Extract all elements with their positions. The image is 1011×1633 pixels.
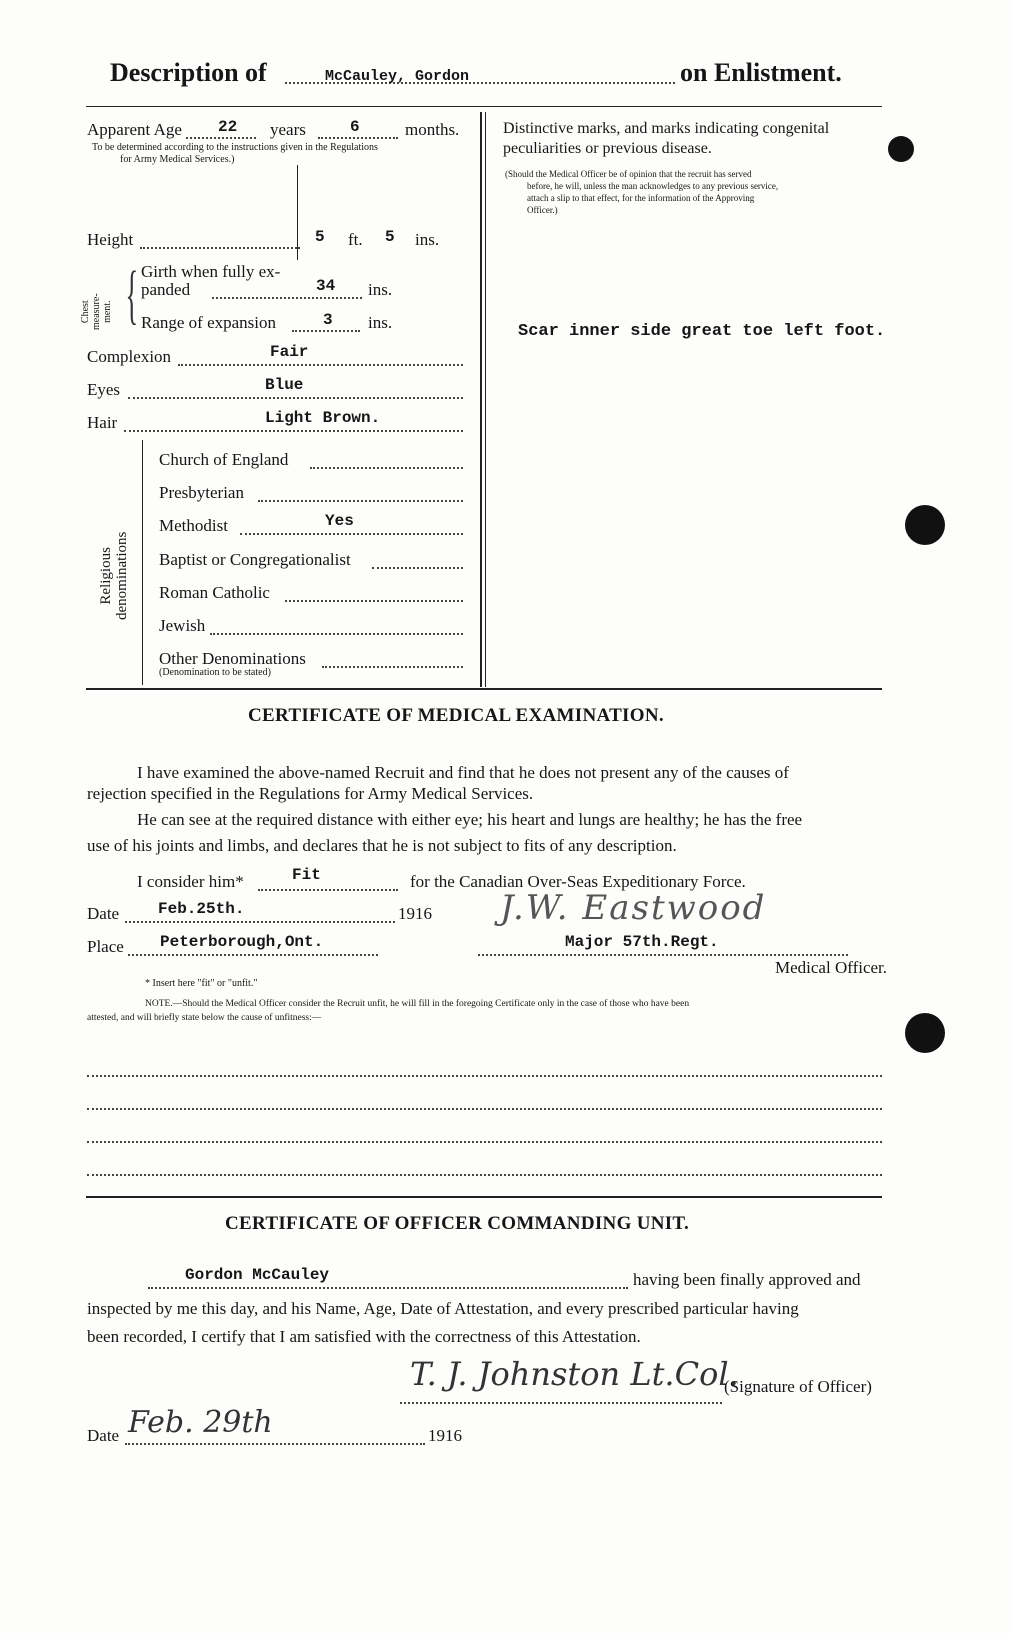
height-ft-value: 5 (315, 228, 325, 246)
medical-top-rule (86, 688, 882, 690)
complexion-dots (178, 364, 463, 366)
medical-year-value: 1916 (398, 904, 432, 923)
title-prefix: Description of (110, 58, 267, 87)
girth-label-1: Girth when fully ex- (141, 262, 281, 281)
marks-note-2: before, he will, unless the man acknowledges to any previous service, (527, 181, 779, 191)
medical-footnote: * Insert here "fit" or "unfit." (145, 978, 258, 989)
range-label: Range of expansion (141, 313, 277, 332)
age-bracket-line (297, 165, 298, 260)
column-divider (480, 112, 482, 687)
column-divider-2 (485, 112, 486, 687)
commanding-line3: been recorded, I certify that I am satisfied with the correctness of this Attestation. (87, 1327, 641, 1346)
hair-dots (124, 430, 463, 432)
religion-dots-4 (285, 600, 463, 602)
commanding-officer-signature: T. J. Johnston Lt.Col. (410, 1355, 739, 1393)
medical-title: CERTIFICATE OF MEDICAL EXAMINATION. (248, 705, 664, 726)
medical-para1-line1: I have examined the above-named Recruit and find that he does not present any of the causes of (137, 763, 789, 782)
months-dots (318, 137, 398, 139)
religion-other-note: (Denomination to be stated) (159, 667, 271, 678)
age-years-value: 22 (218, 118, 238, 136)
height-label: Height (87, 230, 134, 249)
age-note-1: To be determined according to the instructions given in the Regulations (92, 142, 378, 153)
religion-dots-3 (372, 567, 463, 569)
medical-date-label: Date (87, 904, 120, 923)
place-value: Peterborough,Ont. (160, 933, 324, 951)
officer-title: Medical Officer. (775, 958, 888, 977)
height-dots (140, 247, 300, 249)
header-rule (86, 106, 882, 107)
age-note-2: for Army Medical Services.) (120, 154, 235, 165)
range-dots (292, 330, 360, 332)
marks-note-4: Officer.) (527, 205, 558, 215)
religion-church-of-england: Church of England (159, 450, 289, 469)
commanding-year-value: 1916 (428, 1426, 462, 1445)
religion-other: Other Denominations (159, 649, 306, 668)
commanding-recruit-name: Gordon McCauley (185, 1266, 330, 1284)
girth-value: 34 (316, 277, 336, 295)
marks-heading-1: Distinctive marks, and marks indicating congenital (503, 120, 830, 137)
commanding-date-dots (125, 1443, 425, 1445)
medical-para2-line1: He can see at the required distance with either eye; his heart and lungs are healthy; he has the free (137, 810, 803, 829)
religion-side-line-2: denominations (114, 531, 130, 620)
eyes-label: Eyes (87, 380, 121, 399)
religion-dots-6 (322, 666, 463, 668)
religion-baptist: Baptist or Congregationalist (159, 550, 351, 569)
chest-side-label (80, 293, 113, 330)
girth-dots (212, 297, 362, 299)
officer-rank: Major 57th.Regt. (565, 933, 719, 951)
chest-brace: { (125, 258, 139, 331)
medical-officer-signature: J.W. Eastwood (500, 888, 767, 928)
height-ins-label: ins. (415, 230, 440, 249)
medical-date-value: Feb.25th. (158, 900, 245, 918)
medical-para1-line2: rejection specified in the Regulations for Army Medical Services. (87, 784, 534, 803)
marks-heading-2: peculiarities or previous disease. (503, 140, 712, 157)
months-label: months. (405, 120, 460, 139)
hair-label: Hair (87, 413, 118, 432)
medical-para2-line2: use of his joints and limbs, and declares that he is not subject to fits of any description. (87, 836, 677, 855)
punch-hole-3 (905, 1013, 945, 1053)
consider-label: I consider him* (137, 872, 244, 891)
place-label: Place (87, 937, 124, 956)
religion-dots-5 (210, 633, 463, 635)
recruit-name: McCauley, Gordon (325, 68, 470, 85)
fitness-value: Fit (292, 866, 321, 884)
age-label: Apparent Age (87, 120, 182, 139)
eyes-value: Blue (265, 376, 304, 394)
eyes-dots (128, 397, 463, 399)
ft-label: ft. (348, 230, 363, 249)
religion-methodist-value: Yes (325, 512, 354, 530)
unfitness-line-4 (87, 1174, 882, 1176)
complexion-value: Fair (270, 343, 309, 361)
religion-dots-0 (310, 467, 463, 469)
religion-bracket-line (142, 440, 143, 685)
hair-value: Light Brown. (265, 409, 381, 427)
force-text: for the Canadian Over-Seas Expeditionary Force. (410, 872, 746, 891)
girth-label-2: panded (141, 280, 191, 299)
commanding-line2: inspected by me this day, and his Name, Age, Date of Attestation, and every prescribed particular having (87, 1299, 799, 1318)
officer-dots (478, 954, 848, 956)
chest-side-line-1: Chest (80, 300, 91, 324)
title-suffix: on Enlistment. (680, 58, 842, 87)
commanding-date-label: Date (87, 1426, 120, 1445)
religion-presbyterian: Presbyterian (159, 483, 244, 502)
religion-roman-catholic: Roman Catholic (159, 583, 270, 602)
medical-note-line1: NOTE.—Should the Medical Officer consider the Recruit unfit, he will fill in the foregoing Certificate only in the case of those who have been (145, 999, 690, 1009)
place-dots (128, 954, 378, 956)
commanding-top-rule (86, 1196, 882, 1198)
commanding-signature-dots (400, 1402, 722, 1404)
religion-methodist: Methodist (159, 516, 228, 535)
commanding-name-dots (148, 1287, 628, 1289)
years-label: years (270, 120, 306, 139)
religion-side-line-1: Religious (98, 547, 114, 605)
age-dots (186, 137, 256, 139)
unfitness-line-3 (87, 1141, 882, 1143)
signature-label: (Signature of Officer) (724, 1377, 872, 1396)
chest-side-line-2: measure- (91, 293, 102, 330)
height-in-value: 5 (385, 228, 395, 246)
unfitness-line-2 (87, 1108, 882, 1110)
commanding-line1-tail: having been finally approved and (633, 1270, 861, 1289)
marks-note-1: (Should the Medical Officer be of opinion that the recruit has served (505, 169, 752, 179)
medical-date-dots (125, 921, 395, 923)
punch-hole-1 (888, 136, 914, 162)
religion-dots-1 (258, 500, 463, 502)
girth-unit: ins. (368, 280, 393, 299)
punch-hole-2 (905, 505, 945, 545)
marks-value: Scar inner side great toe left foot. (518, 322, 886, 341)
range-value: 3 (323, 311, 333, 329)
range-unit: ins. (368, 313, 393, 332)
chest-side-line-3: ment. (102, 300, 113, 323)
consider-dots (258, 889, 398, 891)
religion-dots-2 (240, 533, 463, 535)
complexion-label: Complexion (87, 347, 172, 366)
age-months-value: 6 (350, 118, 360, 136)
unfitness-line-1 (87, 1075, 882, 1077)
religion-side-label (98, 532, 130, 620)
medical-note-line2: attested, and will briefly state below the cause of unfitness:— (87, 1013, 322, 1023)
commanding-title: CERTIFICATE OF OFFICER COMMANDING UNIT. (225, 1213, 690, 1234)
religion-jewish: Jewish (159, 616, 206, 635)
marks-note-3: attach a slip to that effect, for the information of the Approving (527, 193, 755, 203)
commanding-date-value: Feb. 29th (128, 1405, 273, 1440)
